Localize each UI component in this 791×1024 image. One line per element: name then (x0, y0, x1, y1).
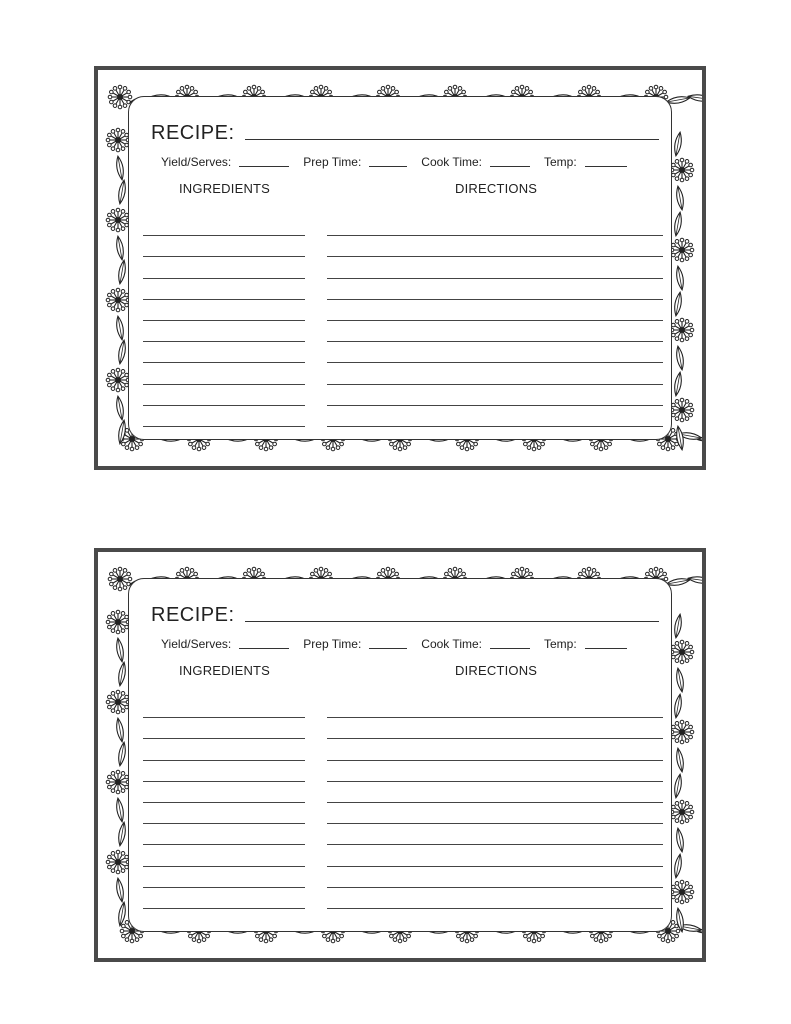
yield-line[interactable] (239, 166, 289, 167)
recipe-name-field[interactable] (245, 620, 659, 622)
leaf-icon (678, 923, 702, 933)
cook-time-field[interactable] (421, 155, 530, 169)
leaf-icon (675, 908, 685, 933)
leaf-icon (688, 93, 702, 102)
leaf-icon (115, 798, 125, 823)
ingredient-line[interactable] (143, 385, 305, 406)
flower-icon (670, 398, 694, 422)
ingredient-line[interactable] (143, 782, 305, 803)
direction-line[interactable] (327, 363, 663, 384)
leaf-icon (115, 638, 125, 663)
leaf-icon (698, 433, 702, 442)
ingredient-line[interactable] (143, 215, 305, 236)
leaf-icon (117, 260, 127, 285)
leaf-icon (673, 292, 683, 317)
ingredient-line[interactable] (143, 342, 305, 363)
flower-icon (106, 288, 130, 312)
flower-icon (106, 368, 130, 392)
ingredients-lines (143, 697, 305, 909)
leaf-icon (698, 925, 702, 934)
direction-line[interactable] (327, 279, 663, 300)
direction-line[interactable] (327, 803, 663, 824)
ingredient-line[interactable] (143, 824, 305, 845)
ingredient-line[interactable] (143, 718, 305, 739)
meta-row (161, 637, 645, 651)
leaf-icon (115, 718, 125, 743)
leaf-icon (673, 694, 683, 719)
cook-time-label: Cook Time: (421, 155, 482, 169)
yield-line[interactable] (239, 648, 289, 649)
temp-line[interactable] (585, 648, 627, 649)
direction-line[interactable] (327, 739, 663, 760)
recipe-label: RECIPE: (151, 122, 235, 144)
flower-icon (670, 158, 694, 182)
direction-line[interactable] (327, 257, 663, 278)
direction-line[interactable] (327, 824, 663, 845)
leaf-icon (115, 156, 125, 181)
flower-icon (106, 690, 130, 714)
leaf-icon (117, 180, 127, 205)
directions-heading: DIRECTIONS (455, 181, 538, 196)
leaf-icon (117, 662, 127, 687)
direction-line[interactable] (327, 321, 663, 342)
ingredient-line[interactable] (143, 697, 305, 718)
direction-line[interactable] (327, 385, 663, 406)
temp-line[interactable] (585, 166, 627, 167)
prep-time-line[interactable] (369, 648, 407, 649)
leaf-icon (115, 316, 125, 341)
direction-line[interactable] (327, 300, 663, 321)
direction-line[interactable] (327, 782, 663, 803)
leaf-icon (673, 854, 683, 879)
temp-field[interactable] (544, 155, 627, 169)
leaf-icon (673, 372, 683, 397)
ingredient-line[interactable] (143, 236, 305, 257)
ingredient-line[interactable] (143, 363, 305, 384)
yield-label: Yield/Serves: (161, 637, 232, 651)
directions-lines (327, 215, 663, 427)
recipe-label: RECIPE: (151, 604, 235, 626)
recipe-card-1 (94, 66, 706, 470)
ingredients-lines (143, 215, 305, 427)
leaf-icon (117, 420, 127, 445)
flower-icon (106, 850, 130, 874)
flower-icon (106, 208, 130, 232)
flower-icon (670, 238, 694, 262)
direction-line[interactable] (327, 867, 663, 888)
leaf-icon (675, 668, 685, 693)
ingredient-line[interactable] (143, 845, 305, 866)
prep-time-label: Prep Time: (303, 155, 362, 169)
leaf-icon (675, 266, 685, 291)
directions-heading: DIRECTIONS (455, 663, 538, 678)
direction-line[interactable] (327, 888, 663, 909)
leaf-icon (675, 426, 685, 451)
ingredient-line[interactable] (143, 739, 305, 760)
leaf-icon (115, 236, 125, 261)
leaf-icon (115, 878, 125, 903)
leaf-icon (675, 346, 685, 371)
yield-field[interactable] (161, 155, 289, 169)
meta-row (161, 155, 645, 169)
cook-time-field[interactable] (421, 637, 530, 651)
temp-field[interactable] (544, 637, 627, 651)
leaf-icon (117, 340, 127, 365)
yield-field[interactable] (161, 637, 289, 651)
leaf-icon (115, 396, 125, 421)
leaf-icon (117, 822, 127, 847)
recipe-name-field[interactable] (245, 138, 659, 140)
direction-line[interactable] (327, 761, 663, 782)
leaf-icon (675, 748, 685, 773)
flower-icon (106, 128, 130, 152)
direction-line[interactable] (327, 697, 663, 718)
ingredient-line[interactable] (143, 867, 305, 888)
direction-line[interactable] (327, 215, 663, 236)
direction-line[interactable] (327, 406, 663, 427)
flower-icon (670, 880, 694, 904)
flower-icon (670, 318, 694, 342)
leaf-icon (675, 828, 685, 853)
cook-time-label: Cook Time: (421, 637, 482, 651)
direction-line[interactable] (327, 718, 663, 739)
yield-label: Yield/Serves: (161, 155, 232, 169)
ingredient-line[interactable] (143, 888, 305, 909)
directions-lines (327, 697, 663, 909)
recipe-title-row (151, 117, 659, 143)
ingredient-line[interactable] (143, 406, 305, 427)
ingredients-heading: INGREDIENTS (179, 181, 271, 196)
recipe-title-row (151, 599, 659, 625)
leaf-icon (675, 186, 685, 211)
temp-label: Temp: (543, 637, 577, 651)
cook-time-line[interactable] (490, 166, 530, 167)
leaf-icon (678, 431, 702, 441)
ingredients-heading: INGREDIENTS (179, 663, 271, 678)
card-inner-panel (128, 96, 672, 440)
leaf-icon (673, 132, 683, 157)
cook-time-line[interactable] (490, 648, 530, 649)
ingredient-line[interactable] (143, 279, 305, 300)
flower-icon (106, 610, 130, 634)
ingredient-line[interactable] (143, 257, 305, 278)
prep-time-field[interactable] (303, 155, 407, 169)
leaf-icon (117, 742, 127, 767)
flower-icon (670, 720, 694, 744)
prep-time-label: Prep Time: (303, 637, 362, 651)
ingredient-line[interactable] (143, 300, 305, 321)
prep-time-line[interactable] (369, 166, 407, 167)
flower-icon (670, 800, 694, 824)
prep-time-field[interactable] (303, 637, 407, 651)
leaf-icon (673, 614, 683, 639)
ingredient-line[interactable] (143, 761, 305, 782)
leaf-icon (673, 774, 683, 799)
leaf-icon (673, 212, 683, 237)
direction-line[interactable] (327, 342, 663, 363)
card-inner-panel (128, 578, 672, 932)
recipe-card-2 (94, 548, 706, 962)
ingredient-line[interactable] (143, 321, 305, 342)
leaf-icon (117, 902, 127, 927)
leaf-icon (688, 575, 702, 584)
temp-label: Temp: (543, 155, 577, 169)
direction-line[interactable] (327, 236, 663, 257)
ingredient-line[interactable] (143, 803, 305, 824)
direction-line[interactable] (327, 845, 663, 866)
flower-icon (670, 640, 694, 664)
flower-icon (106, 770, 130, 794)
